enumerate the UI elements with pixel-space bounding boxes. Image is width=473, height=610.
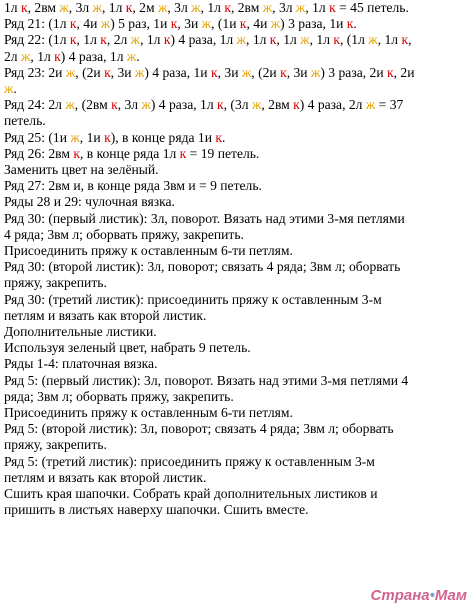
text-segment: Ряд 5: (второй листик): 3л, поворот; связать 4 ряда; 3вм л; оборвать — [4, 421, 394, 437]
text-segment: Сшить края шапочки. Собрать край дополнительных листиков и — [4, 486, 378, 502]
pattern-text — [4, 0, 469, 519]
text-line — [4, 259, 469, 275]
text-segment: , 2и — [393, 64, 415, 80]
text-segment: , 3и — [110, 64, 135, 80]
text-segment: . — [222, 129, 226, 145]
text-segment: Ряды 28 и 29: чулочная вязка. — [4, 194, 175, 210]
color-marker-k: к — [333, 32, 340, 48]
color-marker-k: к — [69, 16, 77, 32]
text-segment: , 2л — [106, 32, 131, 48]
text-segment: Присоединить пряжу к оставленным 6-ти петлям. — [4, 243, 293, 259]
color-marker-k: к — [239, 16, 247, 32]
text-line — [4, 340, 469, 356]
text-segment: Ряд 30: (первый листик): 3л, поворот. Вязать над этими 3-мя петлями — [4, 210, 405, 226]
text-segment: , 1л — [101, 0, 126, 15]
text-segment: петлям и вязать как второй листик. — [4, 307, 207, 323]
text-segment: Ряд 22: (1л — [4, 32, 70, 48]
color-marker-k: к — [210, 64, 218, 80]
text-segment: ) 4 раза, 2л — [299, 97, 366, 113]
text-segment: ) 4 раза, 1л — [170, 32, 237, 48]
text-segment: , (3л — [223, 97, 252, 113]
text-segment: пряжу, закрепить. — [4, 437, 107, 453]
text-line — [4, 243, 469, 259]
text-line — [4, 373, 469, 389]
color-marker-zh: ж — [65, 97, 75, 113]
color-marker-zh: ж — [270, 16, 281, 32]
text-segment: , (1и — [211, 16, 240, 32]
color-marker-zh: ж — [191, 0, 201, 15]
text-line — [4, 81, 469, 97]
color-marker-zh: ж — [368, 32, 378, 48]
text-segment: , 3л — [272, 0, 296, 15]
text-segment: Ряд 5: (третий листик): присоединить пряжу к оставленным 3-м — [4, 453, 375, 469]
text-segment: . — [353, 16, 357, 32]
color-marker-k: к — [280, 64, 287, 80]
text-segment: Ряд 24: 2л — [4, 97, 66, 113]
color-marker-k: к — [387, 64, 394, 80]
color-marker-zh: ж — [262, 0, 273, 15]
color-marker-zh: ж — [251, 97, 262, 113]
text-segment: Ряд 26: 2вм — [4, 145, 74, 161]
text-line — [4, 437, 469, 453]
text-segment: , 3и — [217, 64, 242, 80]
text-segment: = 45 петель. — [335, 0, 409, 15]
color-marker-zh: ж — [141, 97, 151, 113]
text-segment: , (2и — [251, 64, 281, 80]
watermark-text-1: Страна — [370, 586, 430, 604]
color-marker-zh: ж — [157, 0, 168, 15]
text-segment: пряжу, закрепить. — [4, 275, 107, 291]
color-marker-zh: ж — [4, 81, 14, 97]
text-line — [4, 130, 469, 146]
text-segment: , 1л — [305, 0, 330, 15]
watermark-text-2: Мам — [434, 586, 467, 604]
color-marker-zh: ж — [300, 32, 310, 48]
color-marker-zh: ж — [126, 48, 137, 64]
text-segment: Ряд 5: (первый листик): 3л, поворот. Вязать над этими 3-мя петлями 4 — [4, 372, 409, 388]
text-segment: = 37 — [375, 97, 404, 113]
text-segment: 4 ряда; 3вм л; оборвать пряжу, закрепить. — [4, 226, 244, 242]
text-line — [4, 502, 469, 518]
text-segment: , 3л — [68, 0, 93, 15]
text-line — [4, 16, 469, 32]
text-segment: , в конце ряда 1л — [79, 145, 180, 161]
color-marker-zh: ж — [310, 64, 321, 80]
color-marker-zh: ж — [20, 48, 31, 64]
text-segment: Ряд 25: (1и — [4, 129, 71, 145]
text-segment: Ряд 23: 2и — [4, 64, 66, 80]
color-marker-k: к — [54, 48, 61, 64]
text-segment: петель. — [4, 113, 46, 129]
text-segment: , (2и — [75, 64, 105, 80]
text-segment: , 1л — [276, 32, 301, 48]
color-marker-k: к — [104, 129, 111, 145]
text-segment: , 4и — [246, 16, 271, 32]
text-segment: 1л — [4, 0, 21, 15]
text-segment: , 1и — [79, 129, 105, 145]
text-line — [4, 97, 469, 113]
text-segment: Ряд 27: 2вм и, в конце ряда 3вм и = 9 петель. — [4, 178, 262, 194]
color-marker-k: к — [269, 32, 277, 48]
color-marker-k: к — [73, 145, 80, 161]
text-segment: ) 4 раза, 1и — [144, 64, 211, 80]
color-marker-zh: ж — [92, 0, 102, 15]
text-segment: Присоединить пряжу к оставленным 6-ти петлям. — [4, 405, 293, 421]
text-segment: , 1л — [377, 32, 402, 48]
color-marker-zh: ж — [130, 32, 141, 48]
watermark-dot: • — [429, 586, 435, 604]
color-marker-k: к — [401, 32, 409, 48]
color-marker-zh: ж — [241, 64, 252, 80]
text-line — [4, 454, 469, 470]
color-marker-zh: ж — [134, 64, 145, 80]
color-marker-zh: ж — [100, 16, 111, 32]
text-segment: , 3и — [177, 16, 202, 32]
color-marker-k: к — [125, 0, 133, 15]
color-marker-k: к — [104, 64, 111, 80]
color-marker-k: к — [69, 32, 77, 48]
text-segment: ) 5 раз, 1и — [110, 16, 171, 32]
text-segment: , 2вм — [230, 0, 263, 15]
text-segment: Ряды 1-4: платочная вязка. — [4, 356, 158, 372]
text-segment: , 3и — [286, 64, 311, 80]
text-line — [4, 49, 469, 65]
text-segment: , 3л — [167, 0, 192, 15]
color-marker-k: к — [111, 97, 118, 113]
text-line — [4, 162, 469, 178]
text-line — [4, 0, 469, 16]
text-line — [4, 32, 469, 48]
text-line — [4, 211, 469, 227]
text-segment: пришить в листьях наверху шапочки. Сшить вместе. — [4, 502, 309, 518]
color-marker-k: к — [329, 0, 336, 15]
text-segment: Ряд 30: (третий листик): присоединить пряжу к оставленным 3-м — [4, 291, 382, 307]
text-line — [4, 113, 469, 129]
text-segment: , 2вм — [27, 0, 60, 15]
text-line — [4, 194, 469, 210]
text-segment: Ряд 30: (второй листик): 3л, поворот; связать 4 ряда; 3вм л; оборвать — [4, 259, 401, 275]
text-segment: Используя зеленый цвет, набрать 9 петель. — [4, 340, 251, 356]
text-line — [4, 178, 469, 194]
color-marker-k: к — [224, 0, 231, 15]
color-marker-k: к — [100, 32, 107, 48]
text-segment: Ряд 21: (1л — [4, 16, 70, 32]
text-segment: ) 3 раза, 2и — [320, 64, 387, 80]
text-line — [4, 227, 469, 243]
text-segment: , 1л — [200, 0, 225, 15]
text-line — [4, 324, 469, 340]
color-marker-zh: ж — [70, 129, 80, 145]
text-segment: . — [13, 81, 17, 97]
text-segment: , 1л — [246, 32, 270, 48]
text-segment: , 1л — [140, 32, 164, 48]
text-segment: , 2м — [132, 0, 158, 15]
site-watermark — [371, 588, 467, 604]
text-segment: ) 3 раза, 1и — [280, 16, 347, 32]
text-segment: , — [408, 32, 412, 48]
text-segment: Дополнительные листики. — [4, 324, 157, 340]
color-marker-k: к — [217, 97, 224, 113]
text-line — [4, 421, 469, 437]
text-segment: ) 4 раза, 1л — [60, 48, 127, 64]
text-line — [4, 405, 469, 421]
color-marker-zh: ж — [236, 32, 247, 48]
text-line — [4, 275, 469, 291]
color-marker-zh: ж — [201, 16, 212, 32]
text-line — [4, 389, 469, 405]
color-marker-k: к — [170, 16, 178, 32]
color-marker-k: к — [215, 129, 222, 145]
text-segment: , 1л — [309, 32, 334, 48]
text-line — [4, 65, 469, 81]
text-segment: Заменить цвет на зелёный. — [4, 162, 159, 178]
color-marker-k: к — [163, 32, 171, 48]
text-segment: , 4и — [76, 16, 101, 32]
color-marker-k: к — [346, 16, 354, 32]
color-marker-k: к — [20, 0, 28, 15]
text-segment: петлям и вязать как второй листик. — [4, 469, 207, 485]
color-marker-zh: ж — [65, 64, 76, 80]
text-segment: 2л — [4, 48, 21, 64]
text-segment: . — [136, 48, 140, 64]
color-marker-zh: ж — [59, 0, 69, 15]
text-line — [4, 470, 469, 486]
text-segment: , 1л — [76, 32, 101, 48]
text-segment: , 2вм — [261, 97, 294, 113]
text-line — [4, 486, 469, 502]
text-line — [4, 292, 469, 308]
text-segment: , 1л — [30, 48, 55, 64]
text-segment: ряда; 3вм л; оборвать пряжу, закрепить. — [4, 388, 234, 404]
color-marker-k: к — [293, 97, 300, 113]
color-marker-zh: ж — [295, 0, 306, 15]
text-segment: ), в конце ряда 1и — [110, 129, 216, 145]
text-segment: , (2вм — [74, 97, 112, 113]
text-line — [4, 308, 469, 324]
text-segment: ) 4 раза, 1л — [150, 97, 218, 113]
text-line — [4, 146, 469, 162]
color-marker-k: к — [179, 145, 187, 161]
color-marker-zh: ж — [365, 97, 376, 113]
text-segment: , 3л — [117, 97, 142, 113]
text-segment: , (1л — [339, 32, 369, 48]
text-segment: = 19 петель. — [186, 145, 260, 161]
text-line — [4, 356, 469, 372]
